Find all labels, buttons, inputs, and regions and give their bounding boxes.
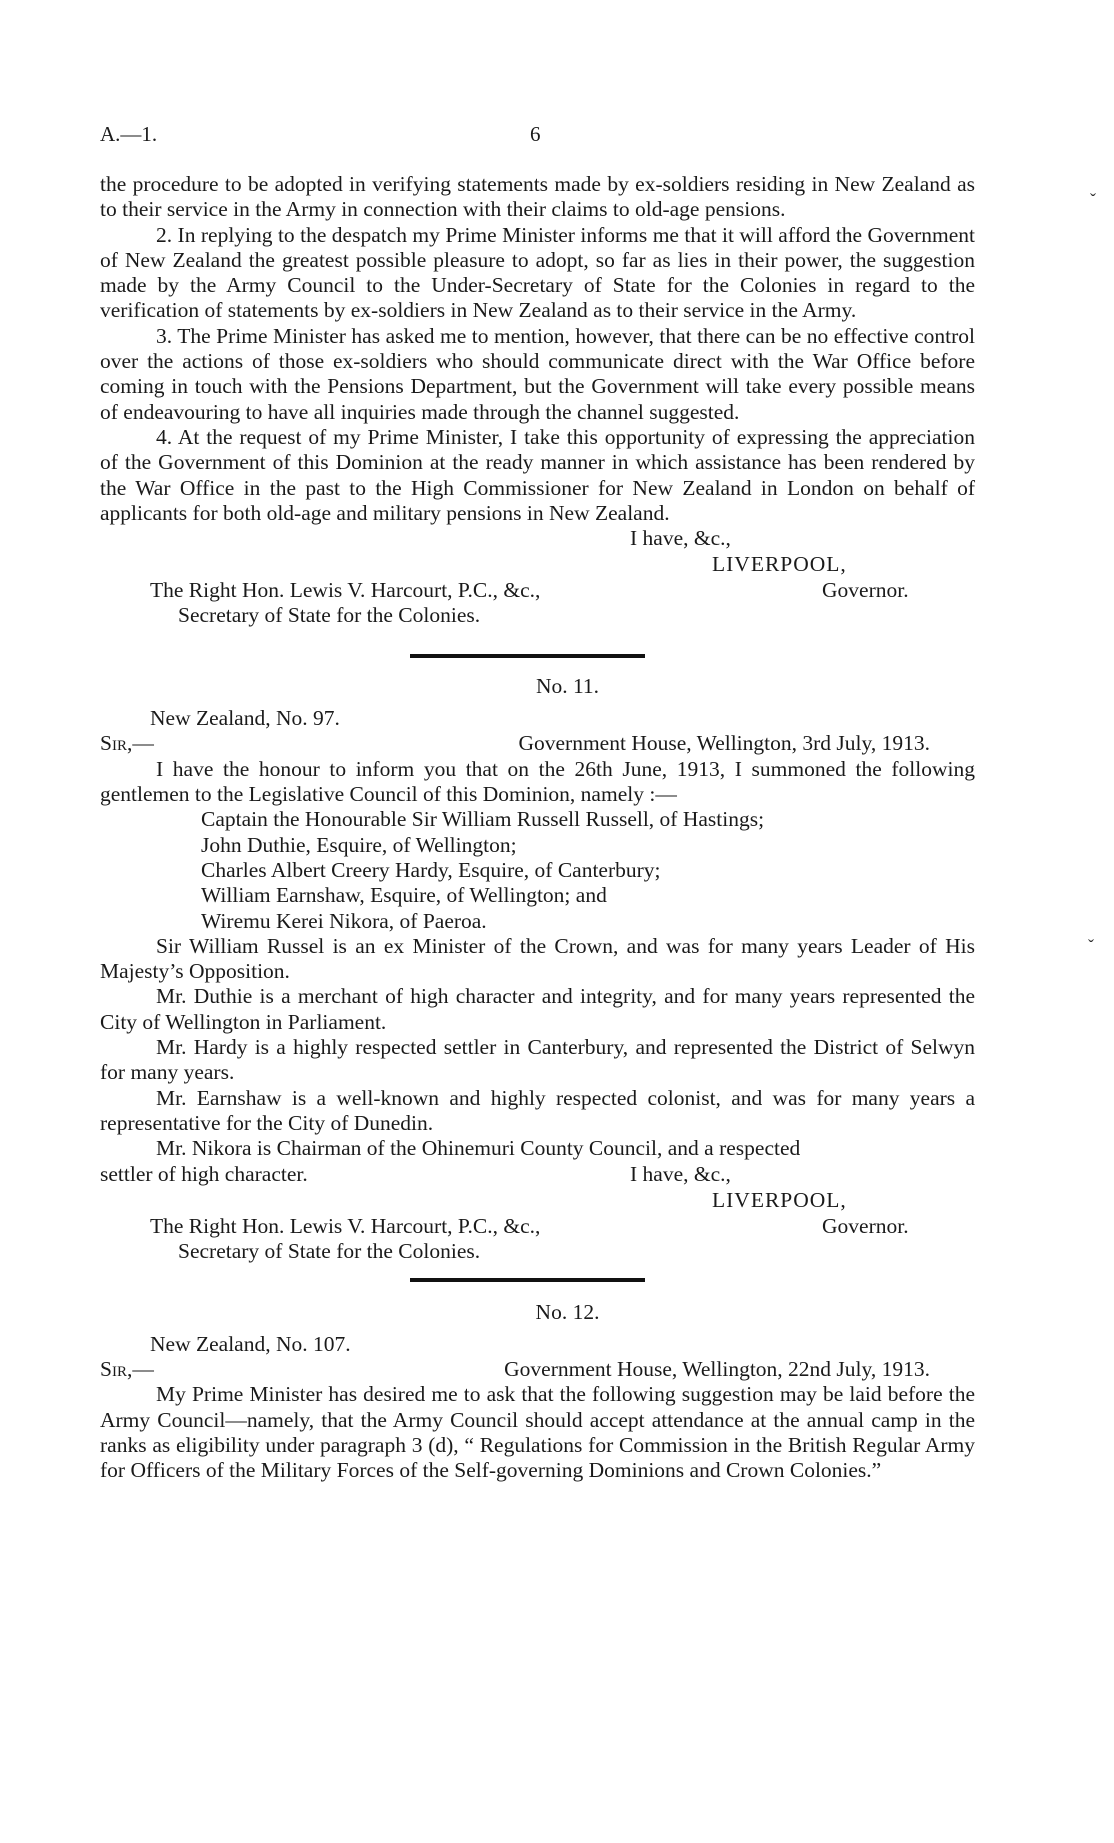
closing: I have, &c.,: [630, 526, 731, 551]
paragraph: Mr. Nikora is Chairman of the Ohinemuri County Council, and a respected: [156, 1136, 801, 1161]
salutation: Sir,—: [100, 1357, 154, 1382]
list-item: Charles Albert Creery Hardy, Esquire, of Canterbury;: [201, 857, 661, 882]
despatch-reference: New Zealand, No. 107.: [150, 1331, 351, 1356]
section-divider: [410, 654, 645, 658]
list-item: Wiremu Kerei Nikora, of Paeroa.: [201, 908, 487, 933]
salutation: Sir,—: [100, 731, 154, 756]
running-head: [100, 122, 980, 148]
section-divider: [410, 1278, 645, 1282]
signatory-title: Governor.: [822, 1213, 909, 1238]
paragraph-2: 2. In replying to the despatch my Prime Minister informs me that it will afford the Government of New Zealand the greatest possible pleasure to adopt, so far as lies in their power, the suggestion made by the Army Council to the Under-Secretary of State for the Colonies in regard to the verification of statements by ex-soldiers in New Zealand as to their service in the Army.: [100, 222, 975, 323]
list-item: Captain the Honourable Sir William Russell Russell, of Hastings;: [201, 807, 765, 832]
signatory-title: Governor.: [822, 578, 909, 603]
document-number: No. 12.: [535, 1299, 600, 1324]
margin-tick-mark: ˇ: [1090, 190, 1096, 210]
document-code: A.—1.: [100, 122, 158, 146]
signatory-name: LIVERPOOL,: [712, 552, 847, 577]
list-item: John Duthie, Esquire, of Wellington;: [201, 832, 517, 857]
paragraph: My Prime Minister has desired me to ask that the following suggestion may be laid before the Army Council—namely, that the Army Council should accept attendance at the annual camp in the ranks as eligibility under paragraph 3 (d), “ Regulations for Commission in the British Regular Army for Officers of the Military Forces of the Self-governing Dominions and Crown Colonies.”: [100, 1382, 975, 1483]
paragraph-end: settler of high character.: [100, 1161, 308, 1186]
salutation-line: [100, 731, 975, 756]
place-date: Government House, Wellington, 3rd July, 1913.: [518, 731, 930, 756]
appointee-list: [201, 807, 975, 933]
document-number: No. 11.: [535, 674, 600, 699]
paragraph: Mr. Hardy is a highly respected settler in Canterbury, and represented the District of Selwyn for many years.: [100, 1035, 975, 1085]
salutation-line: [100, 1357, 975, 1382]
addressee: The Right Hon. Lewis V. Harcourt, P.C., &c.,: [150, 578, 541, 603]
paragraph-4: 4. At the request of my Prime Minister, I take this opportunity of expressing the appreciation of the Government of this Dominion at the ready manner in which assistance has been rendered by the War Office in the past to the High Commissioner for New Zealand in London on behalf of applicants for both old-age and military pensions in New Zealand.: [100, 424, 975, 525]
margin-tick-mark: ˇ: [1088, 936, 1094, 956]
paragraph: Mr. Duthie is a merchant of high character and integrity, and for many years represented the City of Wellington in Parliament.: [100, 984, 975, 1034]
paragraph-continuation: the procedure to be adopted in verifying statements made by ex-soldiers residing in New Zealand as to their service in the Army in connection with their claims to old-age pensions.: [100, 172, 975, 222]
addressee: The Right Hon. Lewis V. Harcourt, P.C., &c.,: [150, 1213, 541, 1238]
addressee-title: Secretary of State for the Colonies.: [178, 603, 481, 628]
list-item: William Earnshaw, Esquire, of Wellington; and: [201, 883, 607, 908]
opening-paragraph: I have the honour to inform you that on the 26th June, 1913, I summoned the following gentlemen to the Legislative Council of this Dominion, namely :—: [100, 756, 975, 807]
closing: I have, &c.,: [630, 1161, 731, 1186]
paragraph-3: 3. The Prime Minister has asked me to mention, however, that there can be no effective control over the actions of those ex-soldiers who should communicate direct with the War Office before coming in touch with the Pensions Department, but the Government will take every possible means of endeavouring to have all inquiries made through the channel suggested.: [100, 323, 975, 424]
paragraph: Sir William Russel is an ex Minister of the Crown, and was for many years Leader of His Majesty’s Opposition.: [100, 933, 975, 984]
addressee-title: Secretary of State for the Colonies.: [178, 1238, 481, 1263]
document-body: [100, 172, 975, 1484]
signature-block: [100, 1162, 975, 1262]
signature-block: [100, 526, 975, 652]
signatory-name: LIVERPOOL,: [712, 1187, 847, 1212]
despatch-reference: New Zealand, No. 97.: [150, 706, 340, 731]
place-date: Government House, Wellington, 22nd July, 1913.: [504, 1357, 930, 1382]
paragraph: Mr. Earnshaw is a well-known and highly respected colonist, and was for many years a representative for the City of Dunedin.: [100, 1085, 975, 1135]
page-number: 6: [530, 122, 541, 146]
